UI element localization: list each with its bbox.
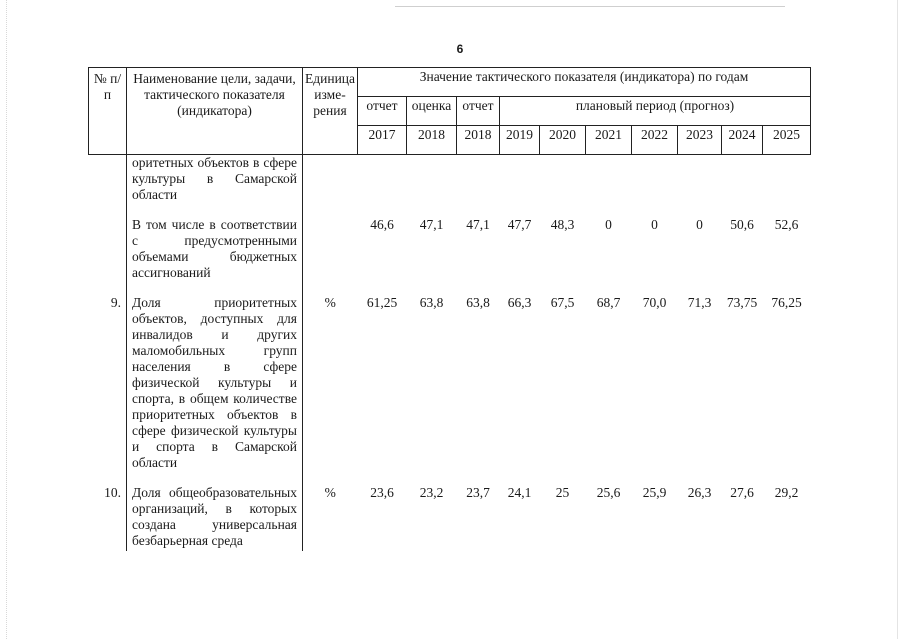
row-value: 29,2 [774,485,799,500]
header-status-2017: отчет [358,97,407,126]
row-value [540,155,586,206]
row-value: 23,7 [466,485,490,500]
row-unit: % [324,485,336,500]
row-value [763,155,811,206]
row-value: 73,75 [726,295,758,310]
row-num [89,155,127,206]
row-value: 61,25 [366,295,398,310]
row-value: 0 [651,217,658,232]
row-value: 52,6 [774,217,799,232]
row-value: 63,8 [419,295,444,310]
scan-artifact-right-edge [897,0,898,639]
row-value: 50,6 [730,217,754,232]
row-num: 10. [104,485,121,500]
header-year: 2017 [358,126,407,155]
header-values-title: Значение тактического показателя (индикатора) по годам [358,68,811,97]
row-value: 46,6 [370,217,394,232]
row-value [500,155,540,206]
row-value [407,155,457,206]
row-spacer [89,283,811,295]
row-unit: % [324,295,336,310]
row-value: 27,6 [730,485,754,500]
row-value [632,155,678,206]
header-year: 2018 [457,126,500,155]
header-year: 2021 [586,126,632,155]
row-value: 47,7 [507,217,532,232]
table-row [89,217,811,283]
indicators-table [88,67,811,551]
table-row [89,295,811,473]
row-name: В том числе в соответствии с предусмотренными объемами бюджетных ассигнований [127,217,303,283]
row-value: 0 [696,217,703,232]
row-name: Доля приоритетных объектов, доступных для инвалидов и других маломобильных групп населения в сфере физической культуры и спорта, в общем количестве приоритетных объектов в сфере физической культуры и спорта в Самарской области [127,295,303,473]
row-value: 26,3 [687,485,712,500]
row-num [89,217,127,283]
row-value: 23,6 [370,485,394,500]
row-value: 68,7 [596,295,621,310]
row-value: 24,1 [507,485,532,500]
row-value: 48,3 [550,217,575,232]
header-name: Наименование цели, задачи, тактического показателя (индикатора) [127,68,303,155]
row-unit [303,217,358,283]
row-spacer [89,473,811,485]
row-value: 47,1 [419,217,444,232]
row-name: Доля общеобразовательных организаций, в которых создана универсальная безбарьерная среда [127,485,303,551]
row-value [457,155,500,206]
header-year: 2018 [407,126,457,155]
header-year: 2025 [763,126,811,155]
page-number: 6 [456,42,464,56]
row-value: 47,1 [466,217,490,232]
row-value: 0 [605,217,612,232]
row-value: 70,0 [642,295,667,310]
row-value: 67,5 [550,295,575,310]
row-value: 25,9 [642,485,667,500]
table-header [89,68,811,155]
row-name: оритетных объектов в сфере культуры в Самарской области [127,155,303,206]
header-status-2018-estimate: оценка [407,97,457,126]
row-spacer [89,205,811,217]
row-value: 25 [555,485,570,500]
header-year: 2019 [500,126,540,155]
row-value [586,155,632,206]
row-value [358,155,407,206]
row-value [678,155,722,206]
row-num: 9. [110,295,121,310]
header-unit: Единица измерения [303,68,358,155]
row-value: 25,6 [596,485,621,500]
header-year: 2024 [722,126,763,155]
row-value: 76,25 [771,295,802,310]
header-year: 2022 [632,126,678,155]
row-value: 23,2 [419,485,444,500]
row-value: 71,3 [687,295,712,310]
row-value [722,155,763,206]
row-unit [303,155,358,206]
header-status-2018-report: отчет [457,97,500,126]
table-body [89,155,811,552]
scan-artifact-left-edge [6,0,7,639]
header-year: 2020 [540,126,586,155]
header-year: 2023 [678,126,722,155]
row-value: 63,8 [466,295,490,310]
scan-artifact-top-line [395,6,785,7]
table-row [89,155,811,206]
header-num: № п/п [89,68,127,155]
header-plan-period: плановый период (прогноз) [500,97,811,126]
row-value: 66,3 [507,295,532,310]
table-row [89,485,811,551]
